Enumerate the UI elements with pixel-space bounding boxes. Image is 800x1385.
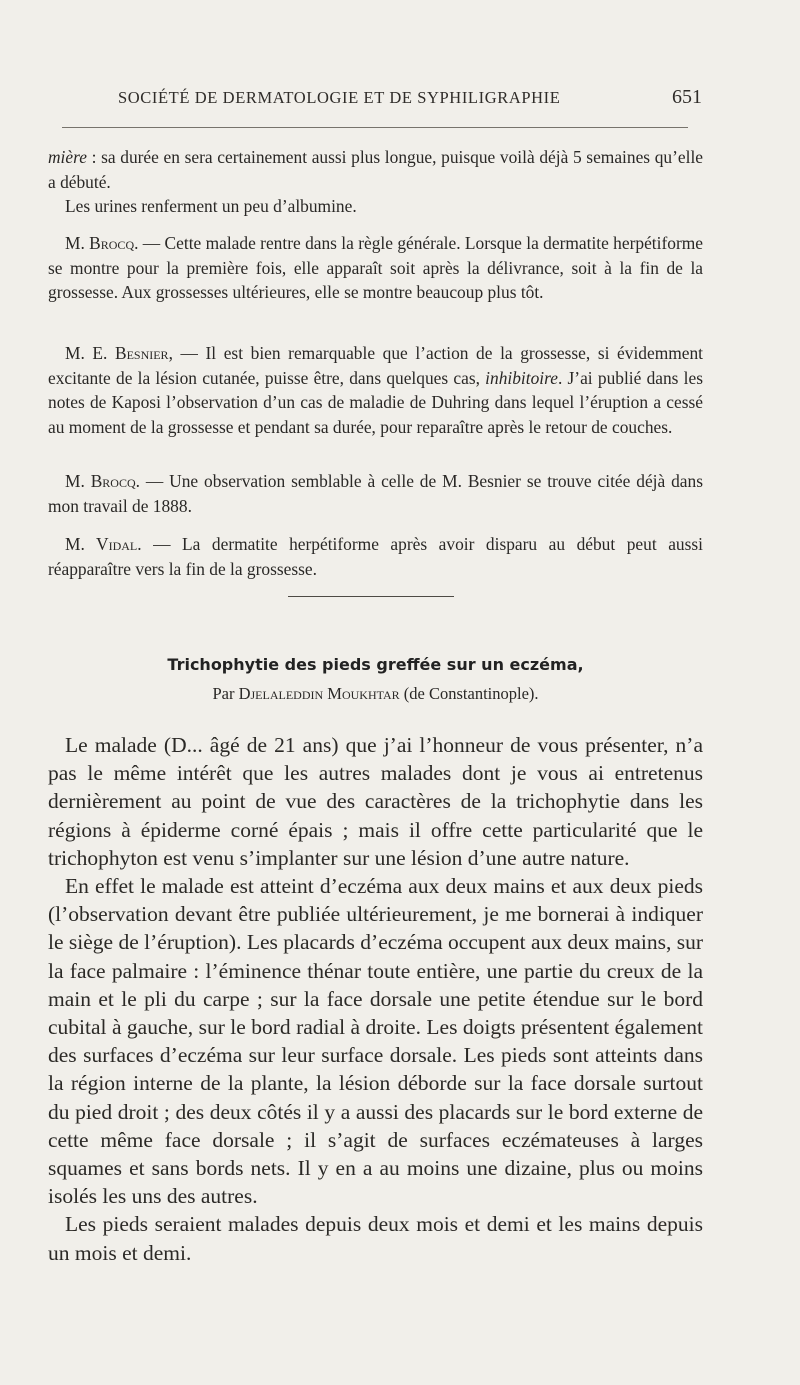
running-title: SOCIÉTÉ DE DERMATOLOGIE ET DE SYPHILIGRAPHIE bbox=[118, 88, 561, 107]
paragraph-text: — La dermatite herpétiforme après avoir disparu au début peut aussi réapparaître vers la fin de la grossesse. bbox=[48, 534, 703, 579]
paragraph-text: — Une observation semblable à celle de M. Besnier se trouve citée déjà dans mon travail de 1888. bbox=[48, 471, 703, 516]
author-affiliation: (de Constantinople). bbox=[399, 684, 539, 703]
article-title: Trichophytie des pieds greffée sur un eczéma, bbox=[167, 655, 584, 674]
discussion-brocq-2 bbox=[48, 469, 703, 518]
paragraph-text: — Cette malade rentre dans la règle générale. Lorsque la dermatite herpétiforme se montre pour la première fois, elle apparaît soit après la délivrance, soit à la fin de la grossesse. Aux grossesses ultérieures, elle se montre beaucoup plus tôt. bbox=[48, 233, 703, 302]
article-paragraph-2: En effet le malade est atteint d’eczéma aux deux mains et aux deux pieds (l’observation devant être publiée ultérieurement, je me bornerai à indiquer le siège de l’éruption). Les placards d’eczéma occupent aux deux mains, sur la face palmaire : l’éminence thénar toute entière, une partie du creux de la main et le pli du carpe ; sur la face dorsale une petite étendue sur le bord cubital à gauche, sur le bord radial à droite. Les doigts présentent également des surfaces d’eczéma sur leur surface dorsale. Les pieds sont atteints dans la région interne de la plante, la lésion déborde sur la face dorsale surtout du pied droit ; des deux côtés il y a aussi des placards sur le bord externe de cette même face dorsale ; il s’agit de surfaces eczémateuses à larges squames et sans bords nets. Il y en a au moins une dizaine, plus ou moins isolés les uns des autres. bbox=[48, 874, 703, 1209]
paragraph-brocq bbox=[48, 231, 703, 305]
italic-term: inhibitoire bbox=[485, 367, 558, 388]
speaker-name: M. Brocq. bbox=[65, 471, 140, 491]
header-rule bbox=[62, 127, 688, 128]
paragraph-brocq-2 bbox=[48, 469, 703, 518]
page-number: 651 bbox=[672, 86, 702, 108]
italic-fragment: mière bbox=[48, 147, 87, 167]
speaker-name: M. E. Besnier, bbox=[65, 343, 173, 363]
paragraph-vidal bbox=[48, 532, 703, 581]
paragraph-continued bbox=[48, 145, 703, 194]
paragraph-text: — Il est bien remarquable que l’action de la grossesse, si évidemment excitante de la lésion cutanée, puisse être, dans quelques cas, bbox=[48, 343, 703, 388]
running-header bbox=[118, 88, 702, 114]
discussion-continuation bbox=[48, 145, 703, 219]
speaker-name: M. Brocq. bbox=[65, 233, 139, 253]
paragraph-text: . J’ai publié dans les notes de Kaposi l’observation d’un cas de maladie de Duhring dans lequel l’éruption a cessé au moment de la grossesse et pendant sa durée, pour reparaître après le retour de couches. bbox=[48, 367, 704, 437]
discussion-vidal bbox=[48, 532, 703, 581]
paragraph-besnier bbox=[48, 341, 703, 439]
speaker-name: M. Vidal. bbox=[65, 534, 142, 554]
discussion-besnier bbox=[48, 341, 703, 439]
article-author bbox=[48, 684, 703, 704]
section-separator bbox=[288, 596, 454, 597]
article-paragraph-3: Les pieds seraient malades depuis deux mois et demi et les mains depuis un mois et demi. bbox=[48, 1212, 703, 1265]
paragraph-text: : sa durée en sera certainement aussi plus longue, puisque voilà déjà 5 semaines qu’elle a débuté. bbox=[48, 147, 703, 192]
article-paragraph-1: Le malade (D... âgé de 21 ans) que j’ai l’honneur de vous présenter, n’a pas le même intérêt que les autres malades dont je vous ai entretenus dernièrement au point de vue des caractères de la trichophytie dans les régions à épiderme corné épais ; mais il offre cette particularité que le trichophyton est venu s’implanter sur une lésion d’une autre nature. bbox=[48, 733, 703, 870]
discussion-brocq-1 bbox=[48, 231, 703, 305]
author-name: Djelaleddin Moukhtar bbox=[238, 684, 400, 703]
author-prefix: Par bbox=[212, 684, 239, 703]
article-body bbox=[48, 731, 703, 1267]
paragraph-urines: Les urines renferment un peu d’albumine. bbox=[65, 196, 357, 216]
